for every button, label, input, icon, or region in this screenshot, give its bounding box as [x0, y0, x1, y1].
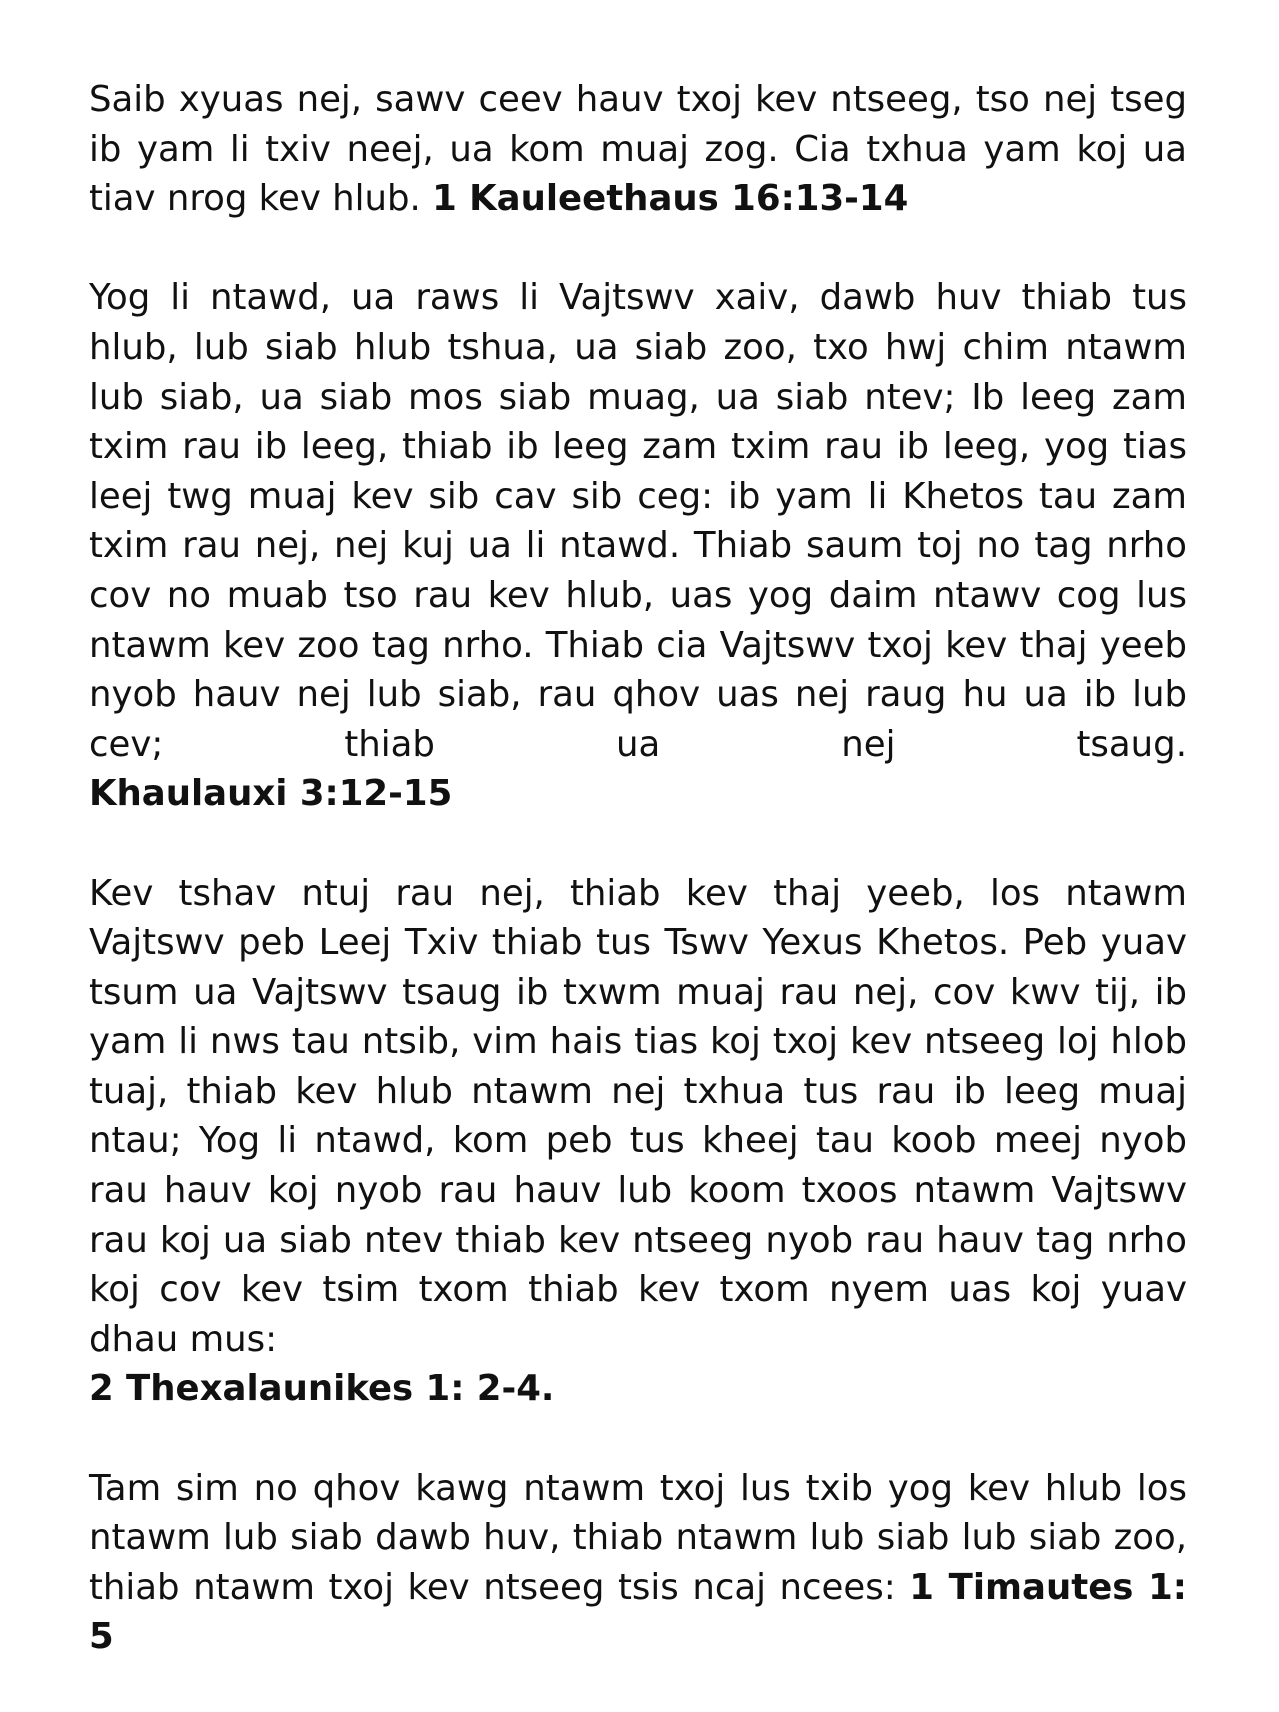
passage-4-text: Tam sim no qhov kawg ntawm txoj lus txib yog kev hlub los ntawm lub siab dawb huv, thiab ntawm lub siab lub siab zoo, thiab ntawm txoj kev ntseeg tsis ncaj ncees:	[89, 1467, 1187, 1608]
passage-1-reference: 1 Kauleethaus 16:13-14	[432, 178, 909, 220]
passage-1	[89, 75, 1187, 224]
passage-2-reference: Khaulauxi 3:12-15	[89, 773, 453, 815]
passage-3	[89, 869, 1187, 1415]
passage-2	[89, 273, 1187, 819]
passage-2-text: Yog li ntawd, ua raws li Vajtswv xaiv, dawb huv thiab tus hlub, lub siab hlub tshua, ua siab zoo, txo hwj chim ntawm lub siab, ua siab mos siab muag, ua siab ntev; Ib leeg zam txim rau ib leeg, thiab ib leeg zam txim rau ib leeg, yog tias leej twg muaj kev sib cav sib ceg: ib yam li Khetos tau zam txim rau nej, nej kuj ua li ntawd. Thiab saum toj no tag nrho cov no muab tso rau kev hlub, uas yog daim ntawv cog lus ntawm kev zoo tag nrho. Thiab cia Vajtswv txoj kev thaj yeeb nyob hauv nej lub siab, rau qhov uas nej raug hu ua ib lub cev; thiab ua nej tsaug.	[89, 277, 1187, 765]
passage-4-reference: 1 Timautes 1: 5	[89, 1566, 1187, 1658]
passage-3-reference: 2 Thexalaunikes 1: 2-4.	[89, 1368, 555, 1410]
document-page	[89, 75, 1187, 1712]
passage-4	[89, 1464, 1187, 1662]
passage-3-text: Kev tshav ntuj rau nej, thiab kev thaj yeeb, los ntawm Vajtswv peb Leej Txiv thiab tus Tswv Yexus Khetos. Peb yuav tsum ua Vajtswv tsaug ib txwm muaj rau nej, cov kwv tij, ib yam li nws tau ntsib, vim hais tias koj txoj kev ntseeg loj hlob tuaj, thiab kev hlub ntawm nej txhua tus rau ib leeg muaj ntau; Yog li ntawd, kom peb tus kheej tau koob meej nyob rau hauv koj nyob rau hauv lub koom txoos ntawm Vajtswv rau koj ua siab ntev thiab kev ntseeg nyob rau hauv tag nrho koj cov kev tsim txom thiab kev txom nyem uas koj yuav dhau mus:	[89, 872, 1187, 1360]
passage-1-text: Saib xyuas nej, sawv ceev hauv txoj kev ntseeg, tso nej tseg ib yam li txiv neej, ua kom muaj zog. Cia txhua yam koj ua tiav nrog kev hlub.	[89, 79, 1187, 220]
